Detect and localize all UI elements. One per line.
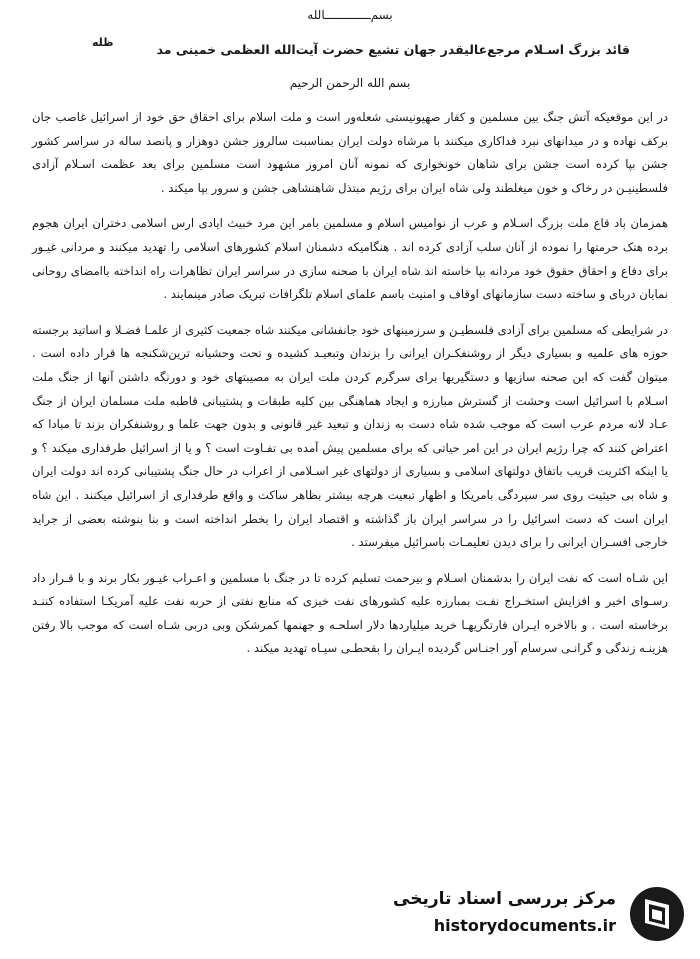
- paragraph-2: همزمان باد قاع ملت بزرگ اسـلام و عرب از نوامیس اسلام و مسلمین بامر این مرد خبیث ایادی ارس اسلامی دختران ایران هجوم برده هتک حرمتها را نموده از آنان سلب آزادی کرده اند . هنگامیکه دشمنان اسلام کشورهای اسلامی را تهدید میکنند و مردانی غیـور برای دفاع و احقاق حقوق خود مردانه بپا خاسته اند شاه ایران با صحنه سازی در سراسر ایران تظاهرات راه انداخته باامضای روحانی نمایان دربای و ساخته دست سازمانهای اوقاف و امنیت باسم علمای اسلام تلگرافات تبریک صادر مینمایند .: [32, 216, 668, 302]
- watermark-logo: [386, 883, 686, 945]
- archive-logo-icon: [628, 885, 686, 943]
- document-basmala: بسم الله الرحمن الرحیم: [289, 76, 411, 90]
- watermark-org-name: مرکز بررسی اسناد تاریخی: [393, 889, 616, 909]
- document-body: [32, 106, 668, 673]
- paragraph-3: در شرایطی که مسلمین برای آزادی فلسطیـن و سرزمینهای خود جانفشانی میکنند شاه جمعیت کثیری از علمـا فضـلا و اساتید برجسته حوزه های علمیه و بسیاری دیگر از روشنفکـران ایرانی را بزندان وتبعیـد کشیده و تحت وحشیانه ترین‌شکنجه ها قرار داده است . میتوان گفت که این صحنه سازیها و دستگیریها برای سرگرم کردن ملت ایران به مصیبتهای خود و دورنگه داشتن آنها از جنگ ملت اسـلام با اسرائیل است وحشت از گسترش مبارزه و ایجاد هماهنگی بین کلیه طبقات و پشتیبانی قاطبه ملت مسلمان ایران از جنگ عـاد لانه مردم عرب است که موجب شده شاه دست به زندان و تبعید غیر قانونی و بدون جهت علما و روشنفکران بزند تا مبادا که اعتراض کنند که چرا رژیم ایران در این امر حیاتی که برای مسلمین پیش آمده بی تفـاوت است ؟ و یا از اسرائیل طرفداری میکند ؟ و یا اینکه اکثریت قریب باتفاق دولتهای اسلامی و بسیاری از دولتهای غیر اسـلامی از اعراب در حال جنگ پشتیبانی کرده اند دولت ایران و شاه بی حیثیت روی سر سپردگی بامریکا و اظهار تبعیت هرچه بیشتر بظاهر ساکت و واقع طرفداری از اسرائیل میکنند . این شاه ایران است که دست اسرائیل را در سراسر ایران باز گذاشته و اقتصاد ایران را بخطر انداخته است و بنا بنوشته بعضی از جراید خارجی افسـران ایرانی را برای دیدن تعلیمـات باسرائیل میفرستد .: [32, 322, 668, 550]
- document-top-title: بسم‌ـــــــــــــالله: [307, 8, 393, 22]
- paragraph-4: این شـاه است که نفت ایران را بدشمنان اسـلام و بیرحمت تسلیم کرده تا در جنگ با مسلمین و اعـراب غیـور بکار برند و با قـرار داد رسـوای اخیر و افزایش استخـراج نفـت بمبارزه علیه کشورهای نفت خیزی که منابع نفتی از حربه نفت علیه آمریکـا استفاده کننـد برخاسته است . و بالاخره ایـران فارتگریهـا خرید میلیاردها دلار اسلحـه و جهنمها کمرشکن وبی دربی شـاه است که موجب بالا رفتن هزینـه زندگی و گرانـی سرسام آور اجنـاس گردیده ایـران را بقحطـی سیـاه تهدید میکند .: [32, 570, 668, 656]
- document-heading: قائد بزرگ اسـلام مرجع‌عالیقدر جهان تشیع حضرت آیت‌الله العظمی خمینی مد: [156, 42, 630, 57]
- paragraph-1: در این موقعیکه آتش جنگ بین مسلمین و کفار صهیونیستی شعله‌ور است و ملت اسلام برای احقاق حق خود از اسرائیل غاصب جان برکف نهاده و در میدانهای نبرد فداکاری میکنند با مرشاه دولت ایران بمناسبت سالروز جشن دوهزار و پانصد ساله در سراسر کشور جشن بپا کرده است جشن برای شاهان خونخواری که نمونه آنان امروز مشهود است مسلمین برای بعد عظمت اسـلام آزادی فلسطینیـن در رخاک و خون میغلطند ولی شاه ایران برای رژیم مبتذل شاهنشاهی جشن و سرور بپا میکند .: [32, 110, 668, 195]
- watermark-url: historydocuments.ir: [433, 916, 616, 935]
- heading-side-note: ظله: [92, 36, 114, 49]
